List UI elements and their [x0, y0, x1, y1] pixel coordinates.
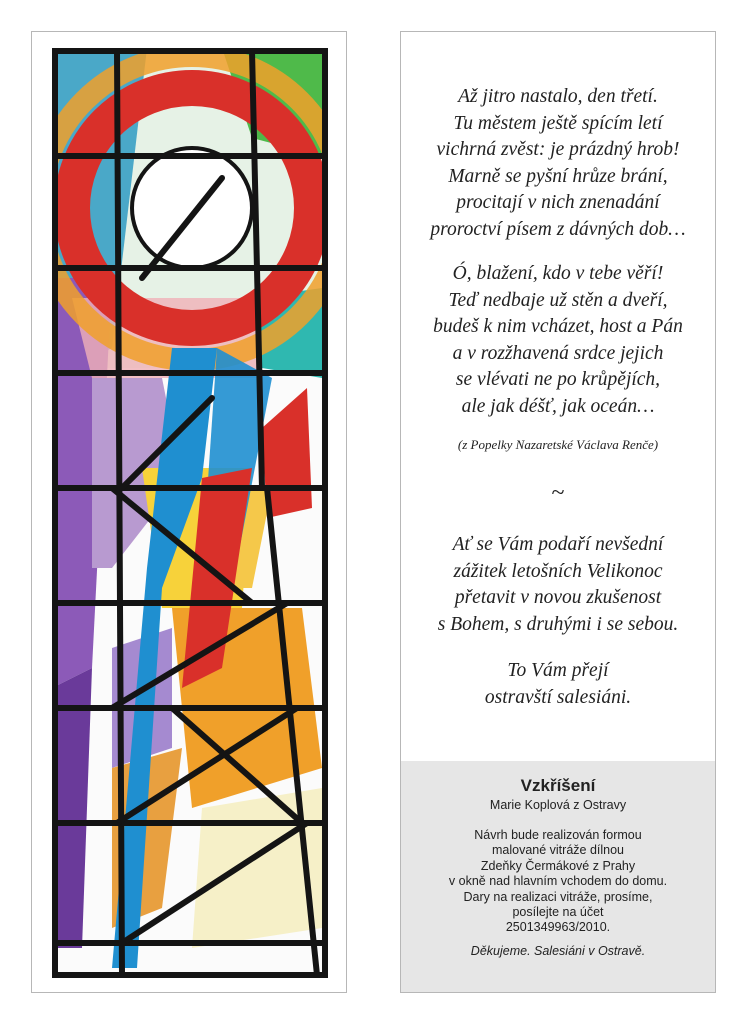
poem-line: Ó, blažení, kdo v tebe věří! [452, 263, 664, 284]
info-footer [401, 761, 715, 992]
poem-line: budeš k nim vcházet, host a Pán [433, 316, 683, 338]
wish-line: s Bohem, s druhými i se sebou. [437, 613, 679, 635]
poem-citation: (z Popelky Nazaretské Václava Renče) [457, 437, 659, 452]
footer-line: Dary na realizaci vitráže, prosíme, [463, 889, 653, 904]
signoff-line: To Vám přejí [507, 660, 609, 681]
poem-line: ale jak déšť, jak oceán… [461, 395, 655, 417]
footer-body [401, 828, 715, 936]
footer-line: v okně nad hlavním vchodem do domu. [448, 874, 668, 889]
poem-stanza-2 [401, 261, 715, 421]
poem-line: Tu městem ještě spícím letí [453, 112, 663, 134]
poem-line: procitají v nich znenadání [456, 192, 660, 214]
footer-line: Zdeňky Čermákové z Prahy [480, 858, 636, 873]
footer-line: posílejte na účet [512, 905, 604, 920]
artwork-card [31, 31, 347, 993]
text-card [400, 31, 716, 993]
footer-author: Marie Koplová z Ostravy [489, 798, 627, 812]
wish-line: Ať se Vám podaří nevšední [452, 534, 664, 555]
stained-glass-artwork [52, 48, 328, 978]
poem-line: proroctví písem z dávných dob… [430, 218, 686, 240]
footer-title: Vzkříšení [520, 776, 596, 795]
easter-wish [401, 532, 715, 638]
signoff [401, 658, 715, 711]
poem-line: se vlévati ne po krůpějích, [455, 369, 661, 391]
poem-line: Až jitro nastalo, den třetí. [458, 86, 658, 107]
poem-line: a v rozžhavená srdce jejich [452, 342, 664, 364]
poem-line: Teď nedbaje už stěn a dveří, [448, 289, 668, 311]
poem-stanza-1 [401, 84, 715, 244]
signoff-line: ostravští salesiáni. [484, 686, 632, 708]
footer-account-number: 2501349963/2010. [505, 920, 611, 935]
footer-thanks: Děkujeme. Salesiáni v Ostravě. [470, 943, 646, 958]
footer-line: malované vitráže dílnou [491, 843, 625, 858]
separator-tilde: ~ [551, 480, 565, 506]
wish-line: přetavit v novou zkušenost [454, 587, 662, 609]
poem-line: vichrná zvěst: je prázdný hrob! [436, 139, 680, 161]
poem-line: Marně se pyšní hrůze brání, [448, 165, 668, 187]
wish-line: zážitek letošních Velikonoc [453, 560, 663, 582]
footer-line: Návrh bude realizován formou [474, 828, 642, 842]
